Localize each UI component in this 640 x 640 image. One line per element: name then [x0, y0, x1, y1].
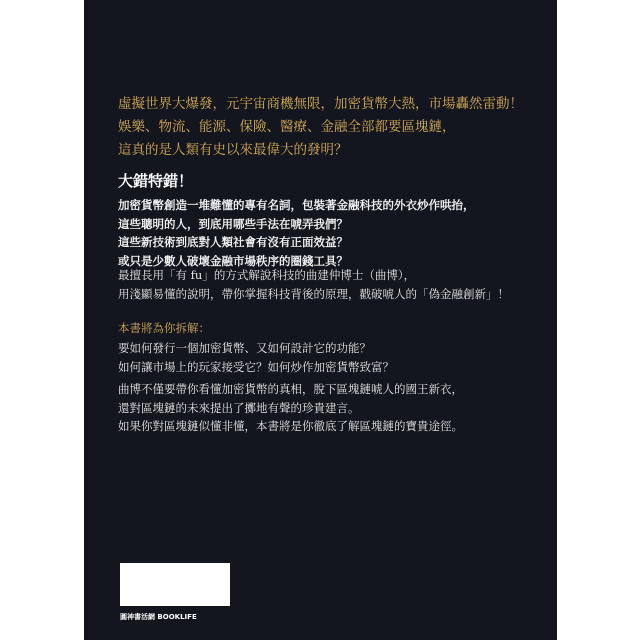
barcode-area [120, 563, 230, 606]
intro-paragraph [118, 93, 528, 162]
headline: 大錯特錯！ [118, 172, 194, 190]
question-line: 加密貨幣創造一堆難懂的專有名詞，包裝著金融科技的外衣炒作哄抬， [118, 198, 475, 212]
question-paragraph [118, 196, 528, 271]
question-line: 這些聰明的人，到底用哪些手法在唬弄我們？ [118, 216, 348, 231]
intro-line: 這真的是人類有史以來最偉大的發明？ [118, 142, 348, 158]
closing-line: 如果你對區塊鏈似懂非懂，本書將是你徹底了解區塊鏈的寶貴途徑。 [118, 419, 463, 433]
intro-line: 虛擬世界大爆發，元宇宙商機無限，加密貨幣大熱，市場轟然雷動！ [118, 96, 523, 112]
closing-line: 曲博不僅要帶你看懂加密貨幣的真相，脫下區塊鏈唬人的國王新衣， [118, 382, 463, 396]
closing-paragraph [118, 380, 528, 436]
author-line: 用淺顯易懂的說明，帶你掌握科技背後的原理，戳破唬人的「偽金融創新」！ [118, 286, 509, 301]
question-line: 這些新技術到底對人類社會有沒有正面效益？ [118, 235, 348, 250]
intro-line: 娛樂、物流、能源、保險、醫療、金融全部都要區塊鏈， [118, 119, 456, 135]
author-line: 最擅長用「有 fu」的方式解說科技的曲建仲博士（曲博）， [118, 268, 416, 282]
explain-paragraph [118, 339, 528, 376]
publisher-logo-text: 圓神書活網 BOOKLIFE [120, 613, 197, 621]
question-line: 或只是少數人破壞金融市場秩序的圈錢工具？ [118, 254, 348, 269]
explain-title: 本書將為你拆解： [118, 321, 210, 335]
closing-line: 還對區塊鏈的未來提出了擲地有聲的珍貴建言。 [118, 400, 360, 415]
author-paragraph [118, 266, 528, 303]
explain-line: 如何讓市場上的玩家接受它？如何炒作加密貨幣致富？ [118, 359, 394, 374]
explain-line: 要如何發行一個加密貨幣、又如何設計它的功能？ [118, 341, 371, 355]
